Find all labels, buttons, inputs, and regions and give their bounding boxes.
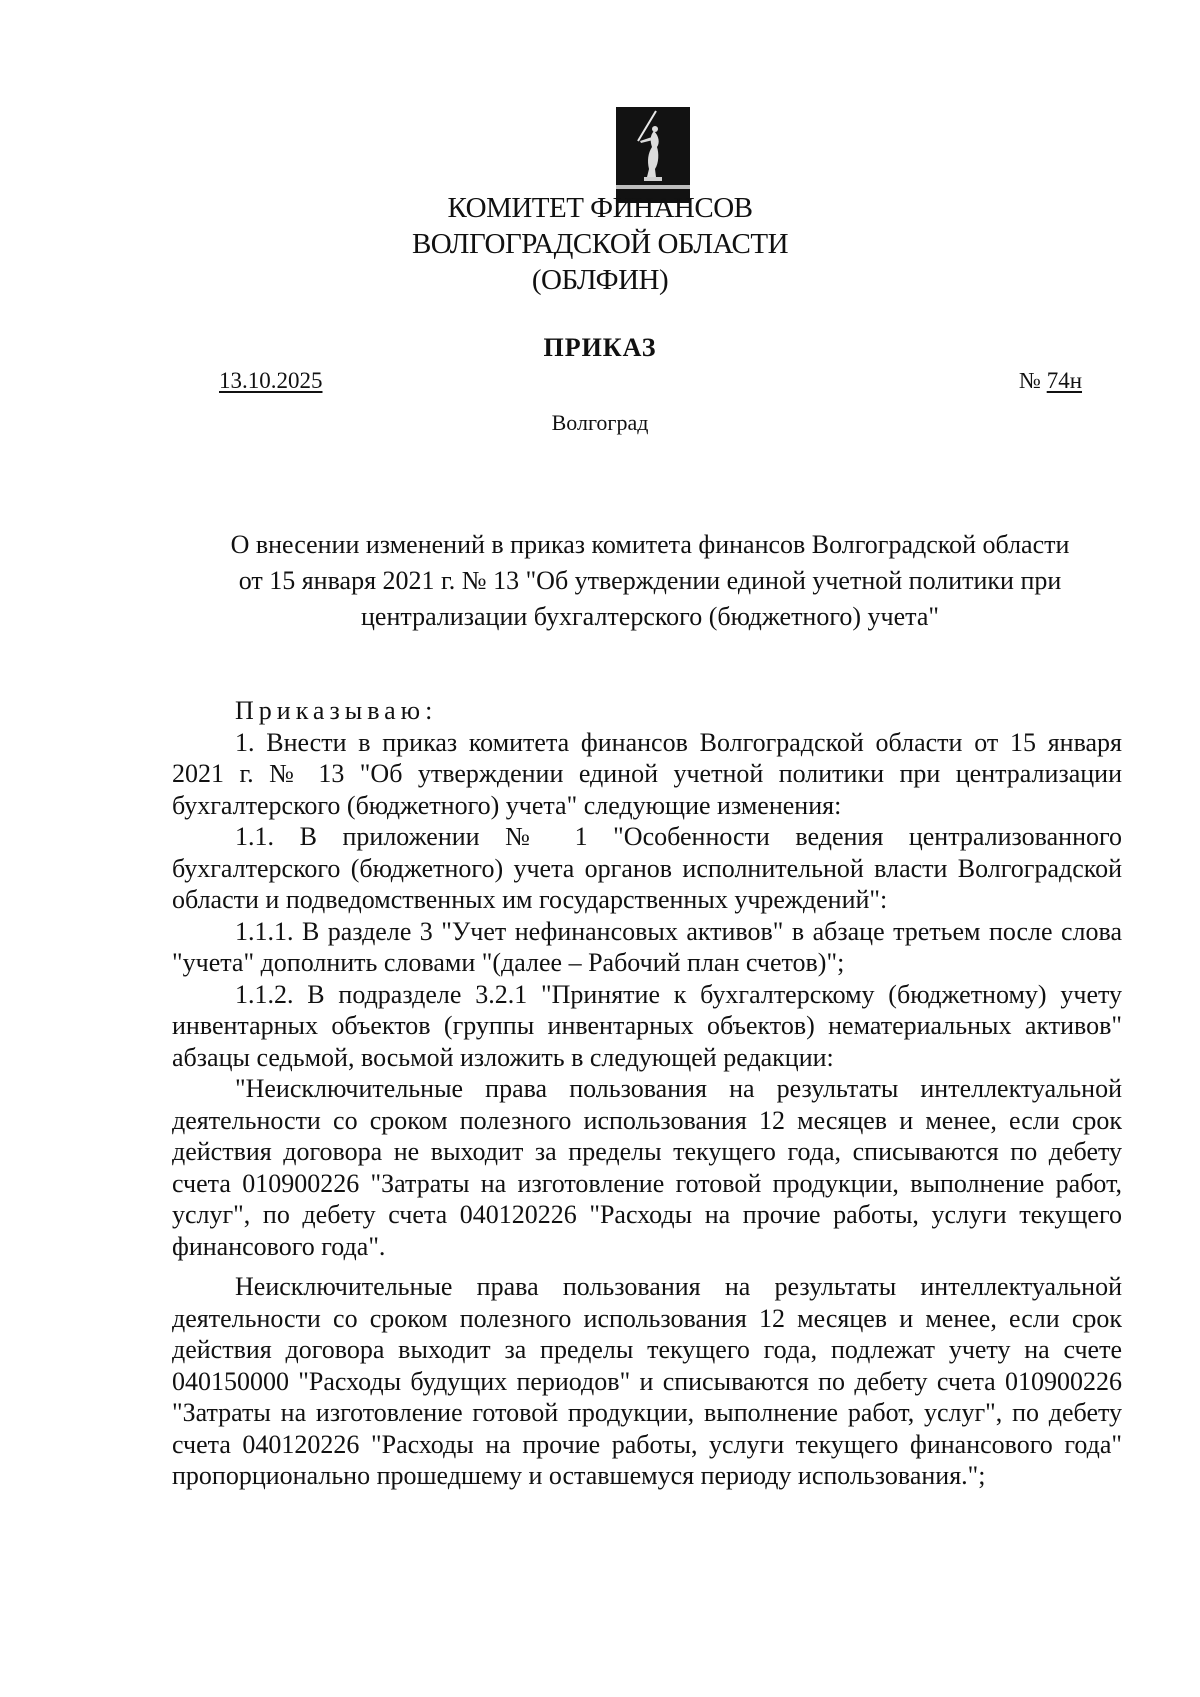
paragraph-1: 1. Внести в приказ комитета финансов Волгоградской области от 15 января 2021 г. № 13 "Об утверждении единой учетной политики при централизации бухгалтерского (бюджетного) учета" следующие изменения: [172, 727, 1122, 820]
number-value: 74н [1046, 368, 1083, 393]
number-sign: № [1019, 368, 1041, 393]
document-subject [170, 527, 1130, 635]
quoted-paragraph-8: Неисключительные права пользования на результаты интеллектуальной деятельности со сроком полезного использования 12 месяцев и менее, если срок действия договора выходит за пределы текущего года, подлежат учету на счете 040150000 "Расходы будущих периодов" и списываются по дебету счета 010900226 "Затраты на изготовление готовой продукции, выполнение работ, услуг", по дебету счета 040120226 "Расходы на прочие работы, услуги текущего финансового года" пропорционально прошедшему и оставшемуся периоду использования."; [172, 1272, 1122, 1490]
organization-name-line-2: ВОЛГОГРАДСКОЙ ОБЛАСТИ [411, 228, 789, 260]
paragraph-1-1-2: 1.1.2. В подразделе 3.2.1 "Принятие к бухгалтерскому (бюджетному) учету инвентарных объектов (группы инвентарных объектов) нематериальных активов" абзацы седьмой, восьмой изложить в следующей редакции: [172, 979, 1122, 1072]
volgograd-coat-of-arms-icon [616, 107, 690, 203]
document-body [172, 695, 1122, 1492]
organization-name-line-1: КОМИТЕТ ФИНАНСОВ [447, 192, 753, 224]
paragraph-1-1: 1.1. В приложении № 1 "Особенности ведения централизованного бухгалтерского (бюджетного) учета органов исполнительной власти Волгоградской области и подведомственных им государственных учреждений": [172, 822, 1122, 914]
document-number [1019, 368, 1082, 394]
order-preamble: Приказываю: [235, 696, 438, 725]
coat-of-arms-emblem [616, 107, 690, 203]
paragraph-1-1-1: 1.1.1. В разделе 3 "Учет нефинансовых активов" в абзаце третьем после слова "учета" дополнить словами "(далее – Рабочий план счетов)"; [172, 916, 1122, 977]
subject-line-1: О внесении изменений в приказ комитета финансов Волгоградской области [230, 530, 1070, 559]
document-type-title: ПРИКАЗ [543, 333, 657, 362]
organization-abbreviation: (ОБЛФИН) [531, 264, 669, 296]
document-date: 13.10.2025 [219, 368, 323, 393]
subject-line-3: централизации бухгалтерского (бюджетного) учета" [361, 602, 939, 631]
quoted-paragraph-7: "Неисключительные права пользования на результаты интеллектуальной деятельности со сроком полезного использования 12 месяцев и менее, если срок действия договора не выходит за пределы текущего года, списываются по дебету счета 010900226 "Затраты на изготовление готовой продукции, выполнение работ, услуг", по дебету счета 040120226 "Расходы на прочие работы, услуги текущего финансового года". [172, 1074, 1122, 1261]
subject-line-2: от 15 января 2021 г. № 13 "Об утверждении единой учетной политики при [238, 566, 1062, 595]
document-city: Волгоград [551, 410, 649, 435]
